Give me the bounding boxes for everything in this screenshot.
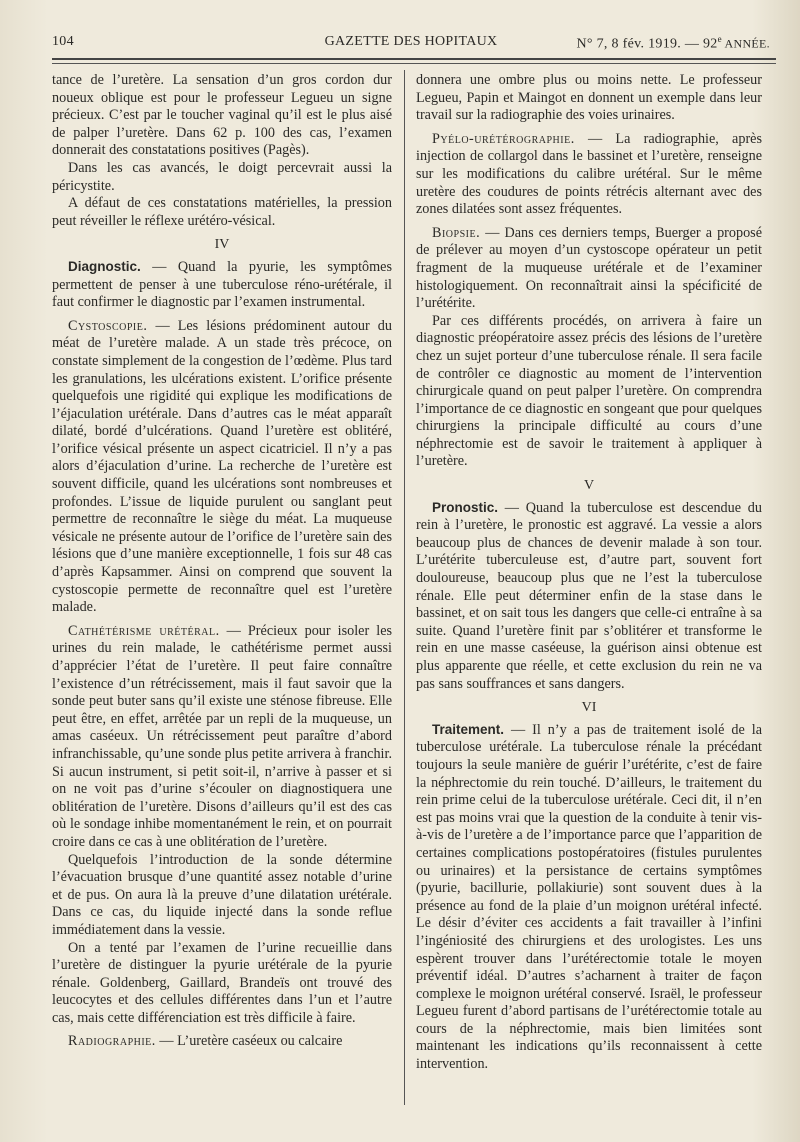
text-radiographie: — L’uretère caséeux ou calcaire bbox=[155, 1033, 343, 1050]
page-number: 104 bbox=[52, 34, 74, 49]
heading-catheterisme: Cathétérisme urétéral. bbox=[68, 622, 220, 639]
issue-info bbox=[577, 34, 770, 53]
paragraph-biopsie bbox=[416, 225, 762, 313]
section-heading-v: V bbox=[583, 478, 595, 494]
text-catheterisme: — Précieux pour isoler les urines du rein malade, le cathétérisme permet aussi d’apprécier l’état de l’uretère. Il peut faire connaître l’existence d’un rétrécissement, mais il faut savoir que la sonde peut buter sans qu’il existe une sténose fibreuse. Elle peut être, en effet, arrêtée par un repli de la muqueuse, un amas caséeux. Un rétrécissement peut paraître d’abord infranchissable, qu’une sonde plus petite arrivera à franchir. Si aucun instrument, si petit soit-il, n’arrive à passer et si on ne voit pas d’urine s’écouler on diagnostiquera une oblitération de l’uretère. Disons d’ailleurs qu’il est des cas où le sondage inhibe momentanément le rein, et on pourrait croire dans ce cas à une oblitération de l’uretère. bbox=[52, 622, 393, 850]
text-biopsie: — Dans ces derniers temps, Buerger a proposé de prélever au moyen d’un cystoscope opérateur un petit fragment de la muqueuse urétérale et de l’examiner histologiquement. On reconnaîtrait ainsi la spécificité de l’urétérite. bbox=[416, 224, 762, 312]
issue-number-date: N° 7, 8 fév. 1919. — 92 bbox=[576, 36, 718, 52]
text-cystoscopie: — Les lésions prédominent autour du méat de l’uretère malade. A un stade très précoce, on constate simplement de la congestion de l’œdème. Plus tard les granulations, les ulcérations existent. L’orifice présente quelquefois une rigidité qui explique les modifications de l’éjaculation urétérale. Dans d’autres cas le méat apparaît dilaté, bordé d’ulcérations. Quand l’uretère est oblitéré, l’orifice vésical présente un aspect cicatriciel. Il n’y a pas alors d’éjaculation d’urine. La recherche de l’uretère est souvent difficile, quand les ulcérations sont nombreuses et profondes. L’issue de liquide purulent ou sanglant peut permettre de reconnaître le siège du méat. La muqueuse vésicale ne présente autour de l’orifice de l’uretère sain des lésions que d’une manière exceptionnelle, 1 fois sur 48 cas d’après Kapsammer. Ainsi on comprend que souvent la cystoscopie permette de reconnaître quel est l’uretère malade. bbox=[52, 317, 392, 616]
column-divider bbox=[404, 70, 405, 1105]
heading-pyelo: Pyélo-urétérographie. bbox=[432, 130, 575, 147]
heading-diagnostic: Diagnostic. bbox=[68, 258, 141, 274]
paragraph-radiographie-cont: donnera une ombre plus ou moins nette. Le professeur Legueu, Papin et Maingot en donnent un exemple dans leur travail sur la radiographie des voies urinaires. bbox=[416, 72, 762, 124]
paragraph-examen-urine: On a tenté par l’examen de l’urine recueillie dans l’uretère de distinguer la pyurie urétérale de la pyurie rénale. Goldenberg, Gaillard, Brandeïs ont trouvé des leucocytes et des cellules différentes dans l’un et l’autre cas, mais cette différenciation est très difficile à faire. bbox=[52, 939, 392, 1026]
heading-traitement: Traitement. bbox=[432, 721, 505, 737]
paragraph-diagnostic bbox=[52, 258, 392, 312]
issue-year-label: ANNÉE. bbox=[721, 36, 770, 51]
header-rule-thin bbox=[52, 63, 776, 64]
paragraph-catheterisme bbox=[52, 623, 392, 852]
paragraph-pronostic bbox=[416, 499, 762, 694]
heading-pronostic: Pronostic. bbox=[432, 499, 499, 515]
issue-superscript: e bbox=[717, 34, 722, 44]
page-header bbox=[52, 34, 770, 56]
paragraph-palpation: tance de l’uretère. La sensation d’un gros cordon dur noueux oblique est pour le professeur Legueu un signe précieux. C’est par le toucher vaginal qu’il est le plus aisé de palper l’uretère. Dans 62 p. 100 des cas, l’examen donnerait des constatations positives (Pagès). bbox=[52, 72, 392, 159]
section-heading-vi: VI bbox=[581, 700, 597, 716]
paragraph-cystoscopie bbox=[52, 318, 392, 617]
paragraph-procedes: Par ces différents procédés, on arrivera à faire un diagnostic préopératoire assez précis des lésions de l’uretère chez un sujet porteur d’une tuberculose rénale. Il sera facile de contrôler ce diagnostic au moment de l’intervention chirurgicale quand on peut palper l’uretère. On comprendra l’importance de ce diagnostic en songeant que pour quelques chirurgiens la principale difficulté au cours d’une néphrectomie est de savoir le traitement à appliquer à l’uretère. bbox=[416, 312, 762, 470]
paragraph-pericystite: Dans les cas avancés, le doigt percevrait aussi la péricystite. bbox=[52, 159, 392, 194]
section-heading-iv: IV bbox=[214, 237, 230, 253]
paragraph-pyelo bbox=[416, 131, 762, 219]
text-pyelo: — La radiographie, après injection de collargol dans le bassinet et l’uretère, renseigne sur les modifications du calibre urétéral. Sur le même uretère des coudures de points rétrécis alternant avec des zones dilatées sont assez fréquentes. bbox=[416, 130, 762, 218]
heading-biopsie: Biopsie. bbox=[432, 224, 481, 241]
heading-cystoscopie: Cystoscopie. bbox=[68, 317, 148, 334]
right-column bbox=[416, 72, 762, 1074]
paragraph-pression: A défaut de ces constatations matérielles, la pression peut réveiller le réflexe urétéro-vésical. bbox=[52, 195, 392, 229]
text-traitement: — Il n’y a pas de traitement isolé de la tuberculose urétérale. La tuberculose rénale la précédant toujours la seule manière de guérir l’urétérite, c’est de faire la néphrectomie du rein touché. D’ailleurs, le traitement du rein prime celui de la tuberculose urétérale. Ceci dit, il n’en est pas moins vrai que la question de la conduite à tenir vis-à-vis de l’uretère a de l’importance parce que l’apparition de certaines complications postopératoires (fistules purulentes ou urinaires) et la persistance de certains symptômes (pyurie, bacillurie, pollakiurie) sont souvent dues à la présence au fond de la plaie d’un moignon urétéral infecté. Le désir d’éviter ces accidents a fait travailler à l’infini l’ingéniosité des chirurgiens et des urologistes. Les uns espèrent trouver dans l’urétérectomie totale le moyen préventif idéal. D’autres s’acharnent à traiter de façon complexe le moignon urétéral conservé. Israël, le professeur Legueu furent d’abord partisans de l’urétérectomie totale au cours de la néphrectomie, mais bien limitées sont maintenant les indications qu’ils reconnaissent à cette intervention. bbox=[416, 721, 762, 1073]
paragraph-traitement bbox=[416, 721, 762, 1074]
text-diagnostic: — Quand la pyurie, les symptômes permettent de penser à une tuberculose réno-urétérale, il faut confirmer le diagnostic par l’examen instrumental. bbox=[52, 258, 392, 311]
header-rule-thick bbox=[52, 58, 776, 60]
paragraph-radiographie bbox=[52, 1033, 392, 1051]
heading-radiographie: Radiographie. bbox=[68, 1033, 156, 1050]
paragraph-introduction-sonde: Quelquefois l’introduction de la sonde détermine l’évacuation brusque d’une quantité assez notable d’urine et de pus. On aura là la preuve d’une dilatation urétérale. Dans ce cas, du liquide injecté dans la sonde reflue immédiatement dans la vessie. bbox=[52, 851, 392, 938]
journal-title: GAZETTE DES HOPITAUX bbox=[324, 34, 498, 49]
text-pronostic: — Quand la tuberculose est descendue du rein à l’uretère, le pronostic est aggravé. La vessie a alors beaucoup plus de chances de devenir malade à son tour. L’urétérite tuberculeuse est, d’autre part, souvent fort douloureuse, beaucoup plus que ne l’est la tuberculose rénale. Elle peut déterminer enfin de la stase dans le bassinet, et on sait tous les dangers que celle-ci entraîne à sa suite. Quand l’uretère finit par s’oblitérer et transforme le rein en une masse caséeuse, la guérison ainsi obtenue est plus apparente que réelle, et cette exclusion du rein ne va pas sans souffrances et sans dangers. bbox=[416, 499, 762, 692]
left-column bbox=[52, 72, 392, 1051]
